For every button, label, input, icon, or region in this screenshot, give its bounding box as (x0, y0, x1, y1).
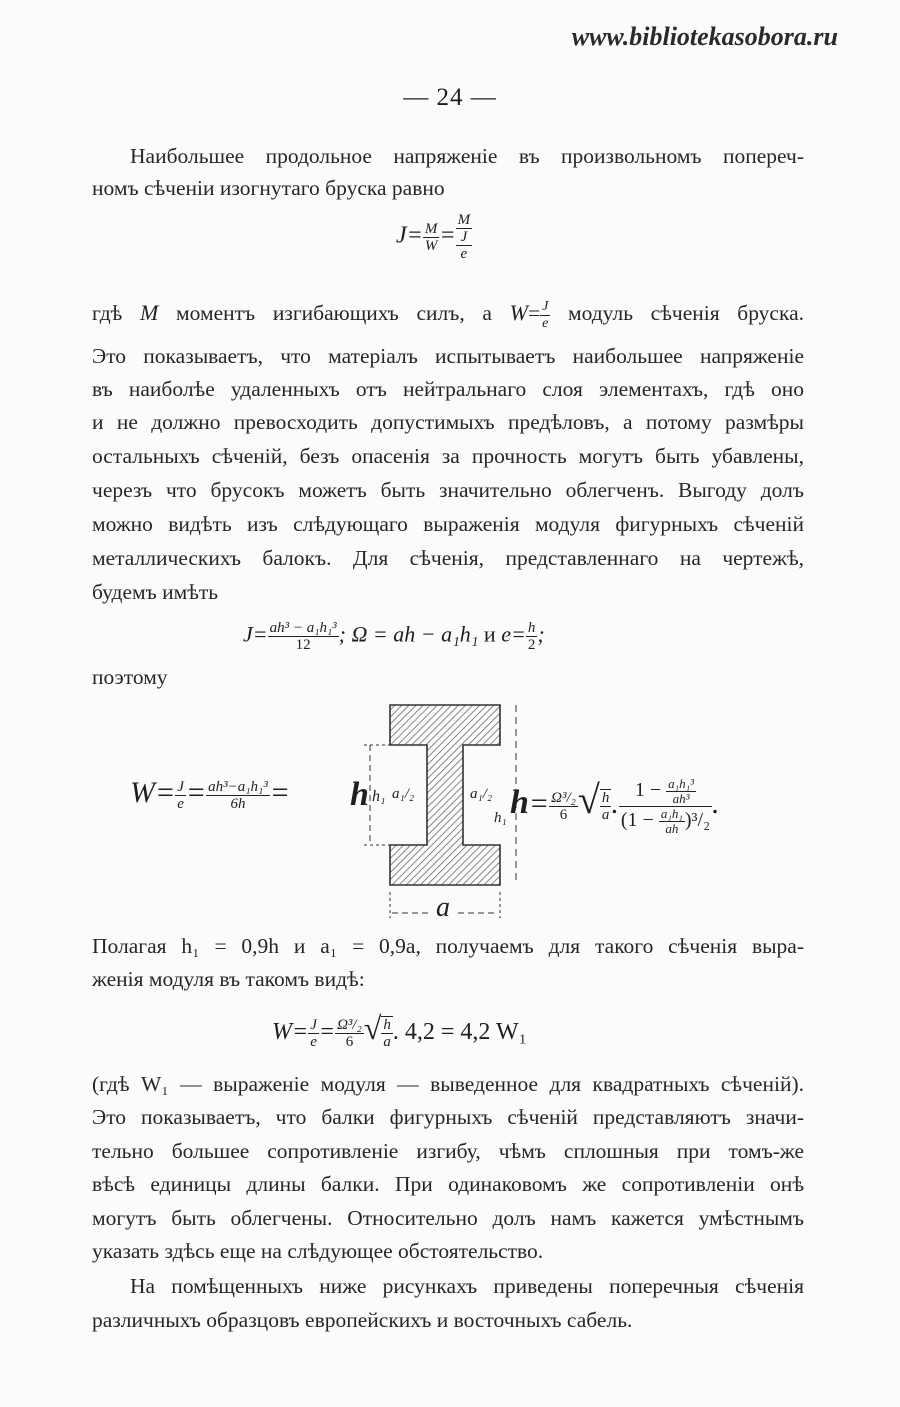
a-label-bottom: a (436, 892, 450, 923)
para2-text-c: модуль сѣченія бруска. (567, 301, 805, 325)
eq2-semicolon: ; (537, 621, 545, 647)
para2-fraction-j-e (540, 299, 550, 332)
eq4-w: W (272, 1019, 292, 1045)
eq3-f4num: a₁h₁³ (668, 775, 695, 791)
eq4-fraction-h-a (381, 1016, 393, 1050)
para3-line2: женія модуля въ такомъ видѣ: (92, 967, 365, 991)
eq1-f1-num: M (424, 220, 438, 237)
para2-line5: остальныхъ сѣченій, безъ опасенія за прочность могутъ быть убавлены, (92, 444, 804, 468)
page-number: — 24 — (403, 84, 497, 111)
eq3-bnum: a₁h₁ (660, 805, 683, 821)
eq2-and: и (483, 621, 496, 647)
eq2-equals-2: = (510, 621, 526, 647)
eq3-rden: a (601, 807, 610, 824)
equation-stress (396, 212, 472, 262)
para1-line1: Наибольшее продольное напряженіе въ произвольномъ попереч- (130, 144, 804, 168)
eq3-f2num: ah³−a₁h₁³ (208, 778, 268, 795)
para4-line6: указать здѣсь еще на слѣдующее обстоятельство. (92, 1239, 544, 1263)
eq1-lhs: J (396, 222, 407, 249)
eq1-f1-den: W (424, 237, 438, 254)
eq3-fraction-omega (549, 790, 578, 823)
equation-section-modulus-left (130, 776, 290, 812)
para4-line1: (гдѣ W₁ — выраженіе модуля — выведенное для квадратныхъ сѣченій). (92, 1072, 804, 1096)
para2-text-a: гдѣ (92, 301, 123, 325)
eq2-fraction (268, 620, 339, 653)
eq1-f2-num: M (457, 212, 471, 228)
para2-line2: Это показываетъ, что матеріалъ испытываетъ наибольшее напряженіе (92, 344, 804, 368)
eq1-equals: = (406, 222, 423, 249)
eq4-rnum: h (383, 1017, 391, 1034)
a1-half-label-left: a₁/₂ (392, 786, 415, 802)
para2-line7: можно видѣть изъ слѣдующаго выраженія модуля фигурныхъ сѣченій (92, 512, 804, 536)
eq3-fraction-main (206, 779, 270, 812)
eq3-big-num (619, 777, 712, 807)
para2-line8: металлическихъ балокъ. Для сѣченія, представленнаго на чертежѣ, (92, 546, 804, 570)
eq2-den: 12 (295, 637, 311, 653)
eq3-f3den: 6 (559, 806, 568, 823)
eq3-f2den: 6h (230, 795, 246, 812)
eq3-bottom-fraction (659, 807, 685, 836)
eq3-f1num: J (177, 778, 184, 795)
para2-line9: будемъ имѣть (92, 580, 219, 604)
para4-line4: вѣсѣ единицы длины балки. При одинаковомъ же сопротивленіи онѣ (92, 1172, 804, 1196)
eq2-hnum: h (527, 620, 536, 636)
para4-line3: тельно большее сопротивленіе изгибу, чѣмъ сплошныя при томъ-же (92, 1139, 804, 1163)
eq4-fraction-j-e (308, 1017, 319, 1050)
para2-frac-den: e (542, 315, 549, 331)
para2-line4: и не должно превосходить допустимыхъ предѣловъ, а потому размѣры (92, 410, 804, 434)
eq4-root-sign: √ (363, 1010, 382, 1046)
para5-line1: На помѣщенныхъ ниже рисункахъ приведены поперечныя сѣченія (130, 1274, 804, 1298)
eq3-fraction-j-e (175, 779, 186, 812)
eq4-equals: = (292, 1019, 309, 1045)
eq3-fraction-h-a (600, 789, 612, 823)
eq4-f1den: e (310, 1033, 317, 1050)
h1-label-right: h₁ (494, 810, 507, 826)
eq2-omega: ; Ω = ah − a₁h₁ (338, 621, 479, 647)
equation-section-modulus-right (510, 776, 720, 836)
para2-equals: = (527, 301, 541, 325)
eq2-hden: 2 (527, 637, 536, 653)
eq2-equals: = (252, 621, 268, 647)
eq2-e: e (501, 621, 511, 647)
para2-symbol-w: W (509, 300, 528, 325)
equation-result (272, 1010, 527, 1050)
eq1-equals-2: = (439, 222, 456, 249)
eq3-f3num: Ω³/₂ (551, 789, 576, 806)
eq3-inner-fraction (666, 777, 696, 806)
para2-line1 (92, 297, 804, 332)
eq3-equals: = (155, 776, 176, 809)
h-label-left: h (350, 776, 369, 813)
equation-moment-of-inertia (243, 620, 545, 653)
website-watermark: www.bibliotekasobora.ru (571, 22, 838, 51)
eq2-num: ah³ − a₁h₁³ (269, 620, 337, 636)
eq4-f2num: Ω³/₂ (337, 1016, 362, 1033)
para3-line1: Полагая h₁ = 0,9h и a₁ = 0,9a, получаемъ для такого сѣченія выра- (92, 934, 804, 958)
eq2-fraction-h-2 (526, 620, 538, 653)
eq3-big-den (619, 807, 712, 836)
eq3-root-sign: √ (577, 777, 600, 822)
eq4-rden: a (383, 1034, 391, 1051)
eq4-rest: . 4,2 = 4,2 W₁ (392, 1019, 527, 1045)
eq1-f2-mid: J (456, 229, 473, 246)
eq4-fraction-omega (335, 1017, 364, 1050)
eq3-h-right: h (510, 784, 529, 821)
para2-symbol-m: M (140, 300, 159, 325)
eq3-big-fraction (619, 777, 712, 836)
eq3-f4den: ah³ (672, 790, 690, 806)
poetomu-text: поэтому (92, 665, 168, 689)
eq3-final-dot: . (712, 787, 720, 820)
eq3-equals-3: = (269, 776, 290, 809)
eq1-fraction-m-w (423, 221, 440, 254)
eq4-f1num: J (310, 1016, 317, 1033)
eq3-bottom-paren: (1 − (620, 808, 659, 831)
eq3-bden: ah (665, 820, 679, 836)
eq3-dot: . (611, 787, 619, 820)
eq3-bottom-exp: )³/₂ (684, 808, 711, 831)
eq3-equals-2: = (185, 776, 207, 809)
para4-line5: могутъ быть облегчены. Относительно долъ намъ кажется умѣстнымъ (92, 1206, 804, 1230)
para5-line2: различныхъ образцовъ европейскихъ и восточныхъ сабель. (92, 1308, 633, 1332)
eq3-equals-4: = (528, 787, 550, 820)
eq3-rnum: h (601, 790, 610, 807)
para1-line2: номъ сѣченіи изогнутаго бруска равно (92, 176, 445, 200)
para2-text-b: моментъ изгибающихъ силъ, а (176, 301, 492, 325)
para4-line2: Это показываетъ, что балки фигурныхъ сѣченій представляютъ значи- (92, 1105, 804, 1129)
eq4-f2den: 6 (345, 1033, 354, 1050)
eq1-fraction-m-j-e (456, 212, 473, 262)
para2-line6: черезъ что брусокъ можетъ быть значительно облегченъ. Выгоду долъ (92, 478, 804, 502)
para2-frac-num: J (542, 298, 549, 314)
eq3-w: W (130, 776, 155, 809)
eq4-equals-2: = (318, 1019, 336, 1045)
para2-line3: въ наиболѣе удаленныхъ отъ нейтральнаго слоя элементахъ, гдѣ оно (92, 377, 804, 401)
eq2-j: J (243, 621, 253, 647)
a1-half-label-right: a₁/₂ (470, 786, 493, 802)
eq1-f2-den: e (460, 246, 468, 262)
eq3-f1den: e (177, 795, 184, 812)
eq3-one-minus: 1 − (634, 778, 662, 801)
h1-label-left: h₁ (372, 788, 386, 805)
